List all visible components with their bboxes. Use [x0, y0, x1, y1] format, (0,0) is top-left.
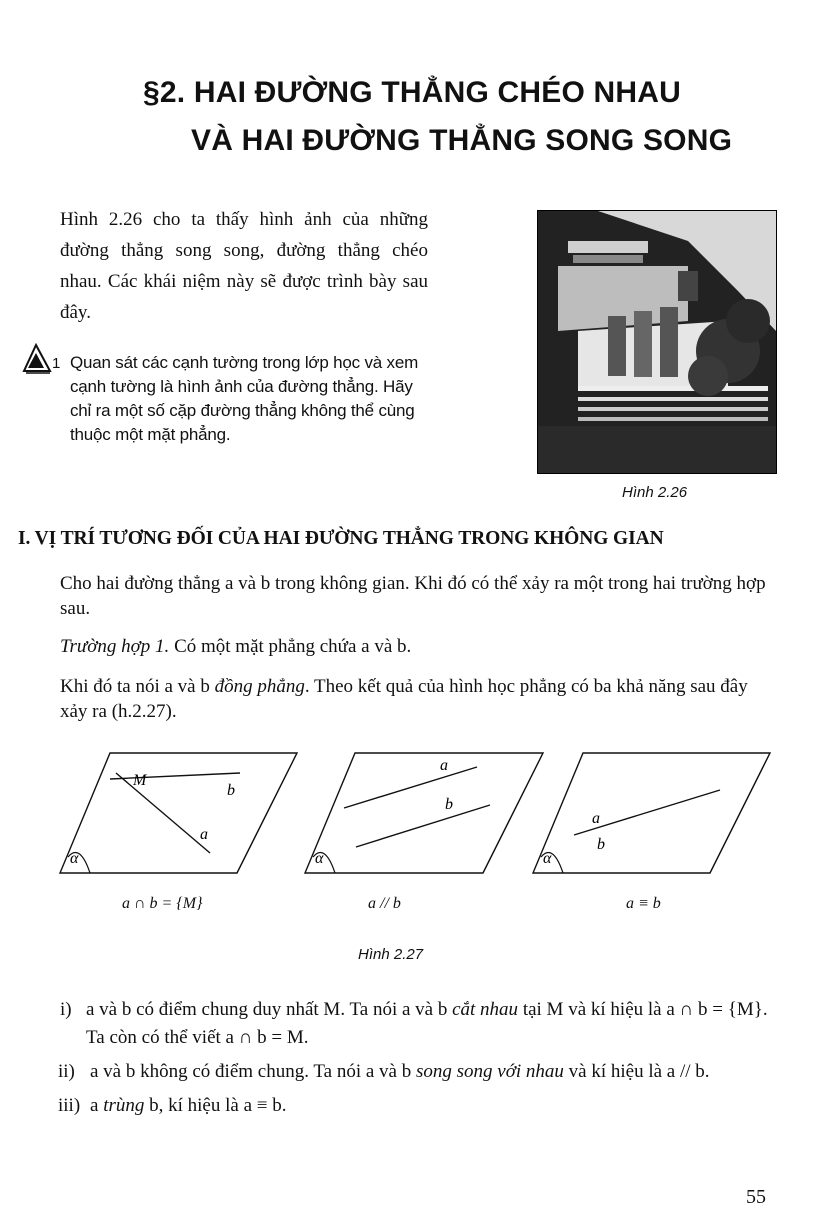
figure-2-27-caption: Hình 2.27 [358, 946, 424, 963]
paragraph-3-emph: đồng phẳng [214, 676, 305, 697]
paragraph-3-before: Khi đó ta nói a và b [60, 676, 215, 697]
item-marker: iii) [58, 1095, 81, 1116]
panel-1-m-label: M [133, 772, 147, 789]
figure-2-27-diagram [40, 745, 800, 945]
page-number: 55 [746, 1186, 766, 1208]
case-label: Trường hợp 1. [60, 636, 170, 657]
item-text-2: b, kí hiệu là a ≡ b. [144, 1095, 287, 1116]
case-text: Có một mặt phẳng chứa a và b. [169, 636, 412, 657]
panel-1-alpha-label: α [70, 850, 79, 867]
panel-1-sublabel: a ∩ b = {M} [122, 895, 203, 912]
panel-parallel [305, 753, 543, 873]
panel-1-a-label: a [200, 826, 208, 843]
panel-3-alpha-label: α [543, 850, 552, 867]
item-text-2: tại M và kí hiệu là a ∩ b = {M}. Ta còn có thể viết a ∩ b = M. [86, 999, 768, 1048]
building-photo-image [538, 211, 776, 473]
page-title-line-1: §2. HAI ĐƯỜNG THẲNG CHÉO NHAU [143, 76, 681, 109]
paragraph-1: Cho hai đường thẳng a và b trong không gian. Khi đó có thể xảy ra một trong hai trường hợp sau. [60, 573, 766, 619]
item-emph: trùng [103, 1095, 145, 1116]
figure-2-26-caption: Hình 2.26 [622, 484, 688, 501]
panel-3-a-label: a [592, 810, 600, 827]
panel-coincident [533, 753, 770, 873]
activity-text: Quan sát các cạnh tường trong lớp học và xem cạnh tường là hình ảnh của đường thẳng. Hãy chỉ ra một số cặp đường thẳng không thể cùng thuộc một mặt phẳng. [70, 353, 419, 444]
item-emph: song song với nhau [416, 1061, 564, 1082]
figure-2-27 [40, 745, 800, 945]
page-title-line-2: VÀ HAI ĐƯỜNG THẲNG SONG SONG [191, 124, 733, 157]
item-emph: cắt nhau [452, 999, 519, 1020]
activity-triangle-icon [22, 343, 54, 375]
item-text-1: a và b không có điểm chung. Ta nói a và b [90, 1061, 416, 1082]
paragraph-3-after: . Theo kết quả của hình học phẳng có ba khả năng sau đây xảy ra (h.2.27). [60, 676, 748, 722]
item-marker: ii) [58, 1061, 75, 1082]
panel-2-sublabel: a // b [368, 895, 401, 912]
activity-number: 1 [52, 355, 61, 372]
panel-3-sublabel: a ≡ b [626, 895, 661, 912]
list-item [60, 996, 778, 1052]
item-marker: i) [60, 999, 72, 1020]
panel-2-a-label: a [440, 757, 448, 774]
panel-2-b-label: b [445, 796, 453, 813]
list-item [60, 1092, 778, 1120]
paragraph-2 [60, 634, 775, 659]
building-photo [537, 210, 777, 474]
list-item [60, 1058, 778, 1086]
panel-3-b-label: b [597, 836, 605, 853]
intro-paragraph: Hình 2.26 cho ta thấy hình ảnh của những đường thẳng song song, đường thẳng chéo nhau. Các khái niệm này sẽ được trình bày sau đây. [60, 209, 428, 323]
panel-intersecting [60, 753, 297, 873]
panel-2-alpha-label: α [315, 850, 324, 867]
cases-list [60, 996, 778, 1126]
item-text-2: và kí hiệu là a // b. [563, 1061, 710, 1082]
paragraph-3 [60, 674, 775, 724]
item-text-1: a [90, 1095, 104, 1116]
item-text-1: a và b có điểm chung duy nhất M. Ta nói a và b [86, 999, 453, 1020]
section-heading: I. VỊ TRÍ TƯƠNG ĐỐI CỦA HAI ĐƯỜNG THẲNG TRONG KHÔNG GIAN [18, 528, 664, 549]
panel-1-b-label: b [227, 782, 235, 799]
